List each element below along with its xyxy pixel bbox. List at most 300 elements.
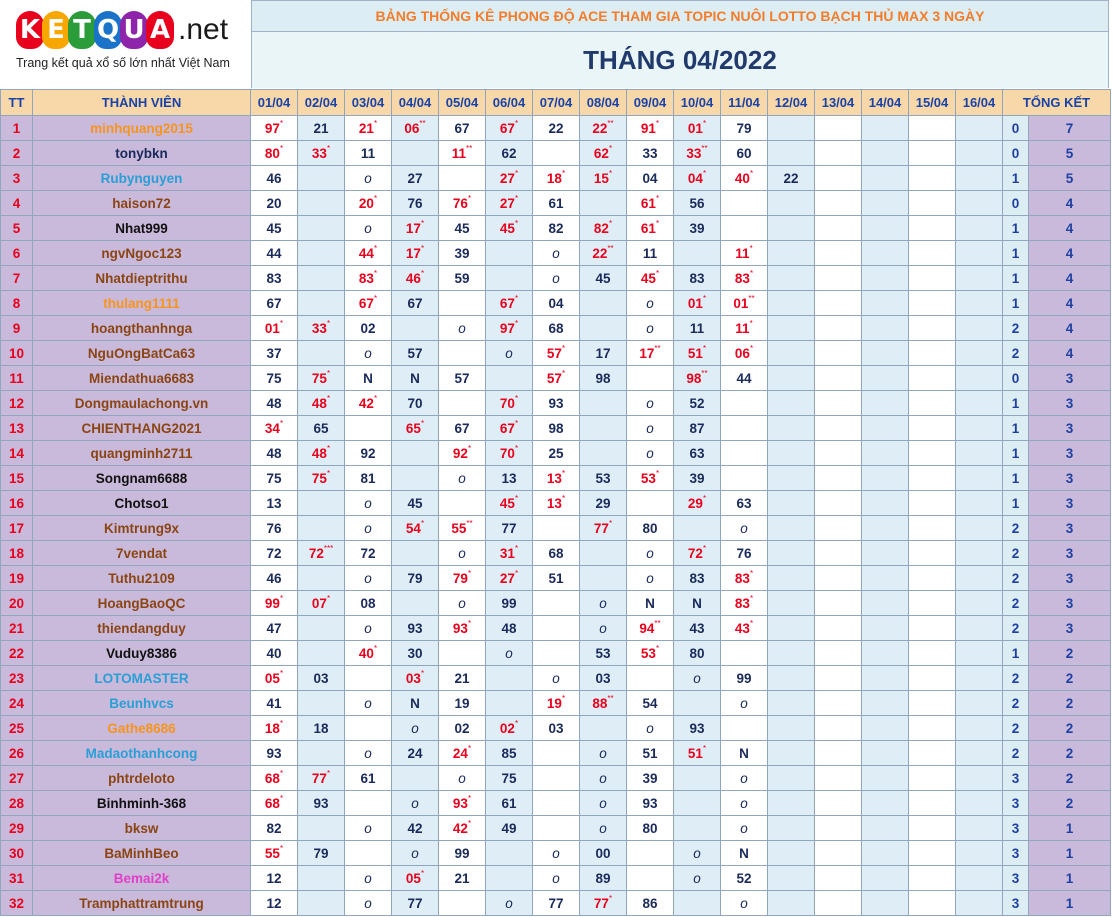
day-cell: 70* — [486, 391, 533, 416]
row-number: 32 — [1, 891, 33, 916]
day-cell: 39 — [439, 241, 486, 266]
day-cell — [298, 291, 345, 316]
day-cell — [486, 666, 533, 691]
day-cell — [956, 866, 1003, 891]
day-cell: o — [439, 591, 486, 616]
day-cell — [298, 491, 345, 516]
day-cell — [909, 366, 956, 391]
member-name[interactable]: Beunhvcs — [33, 691, 251, 716]
day-cell: 11 — [345, 141, 392, 166]
day-cell: 21 — [439, 866, 486, 891]
member-name[interactable]: Nhatdieptrithu — [33, 266, 251, 291]
day-cell — [862, 266, 909, 291]
day-cell — [439, 391, 486, 416]
row-number: 27 — [1, 766, 33, 791]
member-name[interactable]: haison72 — [33, 191, 251, 216]
summary-count-left: 3 — [1003, 766, 1029, 791]
day-cell: 99 — [439, 841, 486, 866]
day-cell — [815, 541, 862, 566]
day-cell: 49 — [486, 816, 533, 841]
row-number: 26 — [1, 741, 33, 766]
day-cell: 51* — [674, 741, 721, 766]
stats-table — [0, 89, 1111, 916]
day-cell — [909, 216, 956, 241]
header-member: THÀNH VIÊN — [33, 90, 251, 116]
day-cell — [345, 666, 392, 691]
summary-count-right: 1 — [1029, 816, 1111, 841]
day-cell: 13 — [486, 466, 533, 491]
member-name[interactable]: hoangthanhnga — [33, 316, 251, 341]
day-cell: 93 — [392, 616, 439, 641]
day-cell — [862, 616, 909, 641]
summary-count-right: 3 — [1029, 516, 1111, 541]
day-cell — [580, 716, 627, 741]
member-name[interactable]: thulang1111 — [33, 291, 251, 316]
row-number: 9 — [1, 316, 33, 341]
day-cell: 13* — [533, 466, 580, 491]
day-cell: 24* — [439, 741, 486, 766]
day-cell — [768, 491, 815, 516]
member-name[interactable]: Nhat999 — [33, 216, 251, 241]
day-cell: 77 — [486, 516, 533, 541]
day-cell: 13* — [533, 491, 580, 516]
day-cell: 93 — [674, 716, 721, 741]
ketqua-logo[interactable] — [0, 0, 251, 88]
day-cell: 97* — [486, 316, 533, 341]
day-cell: 54* — [392, 516, 439, 541]
day-cell — [815, 641, 862, 666]
day-cell: 19* — [533, 691, 580, 716]
row-number: 2 — [1, 141, 33, 166]
day-cell: 44 — [251, 241, 298, 266]
day-cell — [768, 741, 815, 766]
day-cell — [909, 341, 956, 366]
day-cell: 83 — [674, 266, 721, 291]
member-name[interactable]: Bemai2k — [33, 866, 251, 891]
header-day: 06/04 — [486, 90, 533, 116]
day-cell — [815, 291, 862, 316]
day-cell: 29 — [580, 491, 627, 516]
day-cell: 12 — [251, 891, 298, 916]
day-cell: 45 — [251, 216, 298, 241]
summary-count-right: 3 — [1029, 391, 1111, 416]
day-cell: 42* — [345, 391, 392, 416]
summary-count-left: 1 — [1003, 416, 1029, 441]
day-cell — [768, 791, 815, 816]
summary-count-left: 2 — [1003, 741, 1029, 766]
day-cell: 15* — [580, 166, 627, 191]
day-cell — [674, 791, 721, 816]
member-name[interactable]: minhquang2015 — [33, 116, 251, 141]
header-summary: TỔNG KẾT — [1003, 90, 1111, 116]
member-name[interactable]: CHIENTHANG2021 — [33, 416, 251, 441]
summary-count-right: 3 — [1029, 416, 1111, 441]
day-cell — [862, 291, 909, 316]
day-cell: 01* — [251, 316, 298, 341]
table-row — [1, 166, 1111, 191]
day-cell — [768, 366, 815, 391]
day-cell: 02 — [345, 316, 392, 341]
day-cell — [956, 691, 1003, 716]
day-cell — [956, 491, 1003, 516]
day-cell — [956, 791, 1003, 816]
table-row — [1, 491, 1111, 516]
day-cell: 17** — [627, 341, 674, 366]
day-cell: 03 — [580, 666, 627, 691]
day-cell: 39 — [674, 216, 721, 241]
member-name[interactable]: Gathe8686 — [33, 716, 251, 741]
day-cell — [768, 141, 815, 166]
header-day: 04/04 — [392, 90, 439, 116]
summary-count-right: 4 — [1029, 316, 1111, 341]
member-name[interactable]: Dongmaulachong.vn — [33, 391, 251, 416]
day-cell — [909, 666, 956, 691]
day-cell: o — [674, 866, 721, 891]
day-cell — [862, 716, 909, 741]
day-cell: 65 — [298, 416, 345, 441]
day-cell — [768, 291, 815, 316]
day-cell — [768, 316, 815, 341]
day-cell: 07* — [298, 591, 345, 616]
day-cell: 98** — [674, 366, 721, 391]
member-name[interactable]: quangminh2711 — [33, 441, 251, 466]
day-cell: 34* — [251, 416, 298, 441]
day-cell: o — [345, 691, 392, 716]
day-cell — [627, 841, 674, 866]
day-cell — [298, 641, 345, 666]
day-cell: 05* — [251, 666, 298, 691]
day-cell — [956, 191, 1003, 216]
day-cell: 68* — [251, 766, 298, 791]
summary-count-right: 4 — [1029, 341, 1111, 366]
logo-suffix: .net — [178, 13, 229, 46]
day-cell: o — [345, 616, 392, 641]
day-cell — [956, 716, 1003, 741]
day-cell: 44 — [721, 366, 768, 391]
day-cell — [721, 466, 768, 491]
day-cell — [815, 666, 862, 691]
day-cell — [909, 641, 956, 666]
summary-count-left: 2 — [1003, 666, 1029, 691]
day-cell: o — [345, 216, 392, 241]
day-cell: o — [345, 166, 392, 191]
day-cell — [815, 791, 862, 816]
day-cell: 13 — [251, 491, 298, 516]
day-cell — [909, 391, 956, 416]
day-cell — [486, 366, 533, 391]
header-day: 03/04 — [345, 90, 392, 116]
day-cell — [345, 841, 392, 866]
day-cell — [298, 566, 345, 591]
day-cell: 94** — [627, 616, 674, 641]
day-cell: 11** — [439, 141, 486, 166]
logo-wordmark — [16, 8, 228, 52]
day-cell: 83 — [674, 566, 721, 591]
day-cell: 45 — [392, 491, 439, 516]
day-cell: 82 — [251, 816, 298, 841]
member-name[interactable]: NguOngBatCa63 — [33, 341, 251, 366]
day-cell: o — [392, 716, 439, 741]
day-cell — [768, 466, 815, 491]
day-cell — [298, 741, 345, 766]
day-cell: 72 — [251, 541, 298, 566]
day-cell: o — [345, 516, 392, 541]
day-cell — [392, 766, 439, 791]
day-cell: o — [439, 541, 486, 566]
summary-count-left: 1 — [1003, 466, 1029, 491]
day-cell — [627, 491, 674, 516]
day-cell — [768, 216, 815, 241]
member-name[interactable]: Rubynguyen — [33, 166, 251, 191]
day-cell — [580, 541, 627, 566]
day-cell: 98 — [533, 416, 580, 441]
day-cell: 06** — [392, 116, 439, 141]
member-name[interactable]: thiendangduy — [33, 616, 251, 641]
day-cell: 81 — [345, 466, 392, 491]
summary-count-right: 3 — [1029, 466, 1111, 491]
day-cell: 77* — [298, 766, 345, 791]
day-cell — [768, 616, 815, 641]
day-cell: 75* — [298, 466, 345, 491]
summary-count-left: 0 — [1003, 141, 1029, 166]
row-number: 16 — [1, 491, 33, 516]
day-cell: 45* — [486, 491, 533, 516]
day-cell — [909, 516, 956, 541]
day-cell — [862, 791, 909, 816]
row-number: 28 — [1, 791, 33, 816]
day-cell: 83 — [251, 266, 298, 291]
summary-count-left: 3 — [1003, 816, 1029, 841]
table-row — [1, 816, 1111, 841]
day-cell — [721, 441, 768, 466]
day-cell — [815, 241, 862, 266]
day-cell: 11* — [721, 316, 768, 341]
day-cell: o — [580, 741, 627, 766]
row-number: 20 — [1, 591, 33, 616]
table-row — [1, 316, 1111, 341]
day-cell — [721, 716, 768, 741]
day-cell: 97* — [251, 116, 298, 141]
day-cell: 52 — [721, 866, 768, 891]
day-cell — [956, 541, 1003, 566]
day-cell: 51* — [674, 341, 721, 366]
day-cell — [533, 641, 580, 666]
day-cell — [956, 416, 1003, 441]
day-cell: 86 — [627, 891, 674, 916]
member-name[interactable]: Binhminh-368 — [33, 791, 251, 816]
member-name[interactable]: phtrdeloto — [33, 766, 251, 791]
member-name[interactable]: BaMinhBeo — [33, 841, 251, 866]
day-cell — [345, 416, 392, 441]
header-day: 13/04 — [815, 90, 862, 116]
day-cell: o — [486, 891, 533, 916]
day-cell — [956, 391, 1003, 416]
day-cell — [721, 391, 768, 416]
table-row — [1, 466, 1111, 491]
summary-count-left: 0 — [1003, 191, 1029, 216]
day-cell — [956, 516, 1003, 541]
day-cell: 65* — [392, 416, 439, 441]
summary-count-right: 3 — [1029, 566, 1111, 591]
table-row — [1, 566, 1111, 591]
summary-count-left: 2 — [1003, 716, 1029, 741]
day-cell: 22 — [533, 116, 580, 141]
day-cell — [768, 891, 815, 916]
day-cell — [909, 841, 956, 866]
day-cell — [439, 491, 486, 516]
header-day: 01/04 — [251, 90, 298, 116]
day-cell — [768, 816, 815, 841]
day-cell — [909, 791, 956, 816]
row-number: 15 — [1, 466, 33, 491]
day-cell — [862, 216, 909, 241]
summary-count-right: 2 — [1029, 666, 1111, 691]
day-cell — [815, 741, 862, 766]
day-cell: 12 — [251, 866, 298, 891]
day-cell: o — [627, 441, 674, 466]
day-cell: 22** — [580, 116, 627, 141]
member-name[interactable]: LOTOMASTER — [33, 666, 251, 691]
member-name[interactable]: Kimtrung9x — [33, 516, 251, 541]
day-cell — [533, 741, 580, 766]
day-cell — [580, 441, 627, 466]
day-cell: 91* — [627, 116, 674, 141]
day-cell — [956, 341, 1003, 366]
table-row — [1, 266, 1111, 291]
day-cell — [909, 616, 956, 641]
day-cell: 55** — [439, 516, 486, 541]
day-cell — [862, 166, 909, 191]
day-cell — [768, 866, 815, 891]
member-name[interactable]: Madaothanhcong — [33, 741, 251, 766]
day-cell: 72 — [345, 541, 392, 566]
day-cell: o — [627, 566, 674, 591]
day-cell — [533, 141, 580, 166]
day-cell: 60 — [721, 141, 768, 166]
day-cell: o — [721, 516, 768, 541]
day-cell: o — [627, 291, 674, 316]
day-cell: 85 — [486, 741, 533, 766]
day-cell: o — [674, 666, 721, 691]
day-cell — [768, 766, 815, 791]
member-name[interactable]: ngvNgoc123 — [33, 241, 251, 266]
day-cell — [815, 591, 862, 616]
member-name[interactable]: Songnam6688 — [33, 466, 251, 491]
day-cell — [909, 891, 956, 916]
banner-title: THÁNG 04/2022 — [252, 32, 1108, 88]
day-cell — [815, 316, 862, 341]
day-cell: 18* — [533, 166, 580, 191]
member-name[interactable]: tonybkn — [33, 141, 251, 166]
summary-count-right: 4 — [1029, 241, 1111, 266]
day-cell — [956, 666, 1003, 691]
day-cell — [862, 691, 909, 716]
day-cell: 76* — [439, 191, 486, 216]
day-cell: 29* — [674, 491, 721, 516]
day-cell: o — [721, 691, 768, 716]
summary-count-left: 2 — [1003, 516, 1029, 541]
row-number: 3 — [1, 166, 33, 191]
header-day: 14/04 — [862, 90, 909, 116]
day-cell: 92* — [439, 441, 486, 466]
member-name[interactable]: Chotso1 — [33, 491, 251, 516]
member-name[interactable]: 7vendat — [33, 541, 251, 566]
table-banner — [251, 0, 1109, 88]
table-row — [1, 141, 1111, 166]
day-cell — [768, 666, 815, 691]
day-cell — [298, 216, 345, 241]
day-cell — [768, 341, 815, 366]
table-row — [1, 191, 1111, 216]
header-day: 02/04 — [298, 90, 345, 116]
day-cell — [956, 316, 1003, 341]
day-cell — [768, 641, 815, 666]
page-header — [0, 0, 1113, 90]
day-cell: 75 — [251, 366, 298, 391]
day-cell: N — [345, 366, 392, 391]
member-name[interactable]: bksw — [33, 816, 251, 841]
day-cell: o — [721, 816, 768, 841]
day-cell — [486, 866, 533, 891]
day-cell — [815, 866, 862, 891]
day-cell — [627, 366, 674, 391]
day-cell: 46 — [251, 166, 298, 191]
day-cell: 62* — [580, 141, 627, 166]
day-cell: 47 — [251, 616, 298, 641]
member-name[interactable]: HoangBaoQC — [33, 591, 251, 616]
day-cell — [815, 416, 862, 441]
member-name[interactable]: Tuthu2109 — [33, 566, 251, 591]
day-cell — [862, 391, 909, 416]
day-cell — [392, 466, 439, 491]
summary-count-left: 2 — [1003, 691, 1029, 716]
day-cell: 76 — [392, 191, 439, 216]
day-cell — [768, 241, 815, 266]
day-cell — [862, 441, 909, 466]
day-cell: 62 — [486, 141, 533, 166]
day-cell: 67 — [439, 116, 486, 141]
day-cell: 48 — [486, 616, 533, 641]
day-cell: 56 — [674, 191, 721, 216]
day-cell — [909, 716, 956, 741]
day-cell: 93 — [298, 791, 345, 816]
day-cell: 61 — [533, 191, 580, 216]
day-cell — [815, 816, 862, 841]
member-name[interactable]: Vuduy8386 — [33, 641, 251, 666]
day-cell: 01* — [674, 291, 721, 316]
day-cell: 61* — [627, 216, 674, 241]
summary-count-left: 2 — [1003, 591, 1029, 616]
row-number: 12 — [1, 391, 33, 416]
day-cell: 46* — [392, 266, 439, 291]
member-name[interactable]: Tramphattramtrung — [33, 891, 251, 916]
day-cell — [298, 691, 345, 716]
day-cell — [862, 816, 909, 841]
row-number: 10 — [1, 341, 33, 366]
member-name[interactable]: Miendathua6683 — [33, 366, 251, 391]
day-cell: 79* — [439, 566, 486, 591]
day-cell — [486, 266, 533, 291]
day-cell: 59 — [439, 266, 486, 291]
day-cell — [768, 416, 815, 441]
day-cell: 27* — [486, 566, 533, 591]
day-cell: N — [392, 691, 439, 716]
day-cell — [956, 766, 1003, 791]
day-cell — [298, 866, 345, 891]
day-cell: 76 — [721, 541, 768, 566]
row-number: 25 — [1, 716, 33, 741]
day-cell: 45 — [439, 216, 486, 241]
